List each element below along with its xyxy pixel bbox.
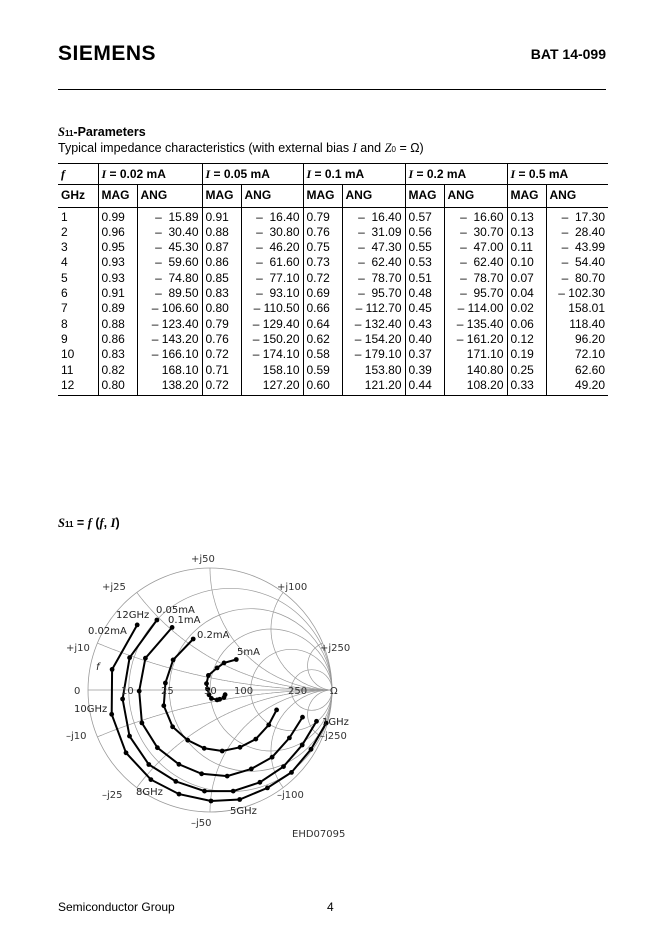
series-point — [209, 799, 214, 804]
mag-cell: 0.11 — [507, 240, 546, 255]
ang-header: ANG — [444, 185, 507, 207]
series-point — [220, 749, 225, 754]
ang-cell: – 61.60 — [241, 255, 303, 270]
ang-cell: – 62.40 — [444, 255, 507, 270]
resistance-label: 50 — [204, 686, 217, 697]
series-point — [274, 708, 279, 713]
chart-title-open: ( — [91, 516, 100, 530]
mag-cell: 0.86 — [202, 255, 241, 270]
ang-cell: – 30.70 — [444, 225, 507, 240]
mag-ang-header-row — [58, 185, 608, 207]
series-point — [140, 721, 145, 726]
ang-cell: – 114.00 — [444, 301, 507, 316]
annotation-label: 0.1mA — [168, 615, 201, 626]
series-point — [127, 655, 132, 660]
ang-cell: – 154.20 — [342, 332, 405, 347]
series-point — [155, 618, 160, 623]
mag-cell: 0.96 — [98, 225, 137, 240]
table-body — [58, 207, 608, 396]
mag-cell: 0.51 — [405, 271, 444, 286]
mag-cell: 0.83 — [98, 347, 137, 362]
ang-cell: – 143.20 — [137, 332, 202, 347]
ang-cell: 96.20 — [546, 332, 608, 347]
reactance-label: –j250 — [320, 731, 347, 742]
ang-cell: – 47.30 — [342, 240, 405, 255]
series-point — [120, 697, 125, 702]
current-value: = 0.05 mA — [210, 167, 270, 181]
mag-cell: 0.07 — [507, 271, 546, 286]
series-point — [281, 764, 286, 769]
mag-header: MAG — [405, 185, 444, 207]
annotation-label: 0.2mA — [197, 630, 230, 641]
mag-cell: 0.99 — [98, 207, 137, 225]
resistance-label: 25 — [161, 686, 174, 697]
series-point — [135, 623, 140, 628]
mag-header: MAG — [202, 185, 241, 207]
ang-cell: 127.20 — [241, 378, 303, 396]
freq-cell: 1 — [61, 209, 68, 224]
series-point — [149, 777, 154, 782]
current-header-3 — [405, 164, 507, 185]
table-row — [58, 286, 608, 301]
freq-cell: 6 — [61, 286, 68, 301]
series-point — [171, 658, 176, 663]
ang-cell: – 132.40 — [342, 317, 405, 332]
series-point — [253, 737, 258, 742]
reactance-label: –j50 — [191, 818, 212, 829]
subtitle-Z: Z — [384, 141, 392, 155]
ang-cell: – 166.10 — [137, 347, 202, 362]
chart-title-f: f — [87, 516, 92, 530]
ang-cell: 158.10 — [241, 363, 303, 378]
ang-cell: – 54.40 — [546, 255, 608, 270]
chart-title-s: S — [58, 516, 65, 530]
table-row — [58, 378, 608, 396]
ang-cell: – 15.89 — [137, 207, 202, 225]
ang-cell: – 106.60 — [137, 301, 202, 316]
series-point — [266, 723, 271, 728]
resistance-label: 100 — [234, 686, 254, 697]
series-point — [238, 745, 243, 750]
mag-cell: 0.87 — [202, 240, 241, 255]
ang-cell: 108.20 — [444, 378, 507, 396]
ang-cell: – 74.80 — [137, 271, 202, 286]
mag-cell: 0.75 — [303, 240, 342, 255]
current-symbol: I — [306, 167, 312, 181]
mag-cell: 0.56 — [405, 225, 444, 240]
annotation-label: 0.02mA — [88, 626, 127, 637]
annotation-label: 5mA — [237, 647, 260, 658]
series-point — [173, 779, 178, 784]
ang-cell: 138.20 — [137, 378, 202, 396]
ang-cell: – 17.30 — [546, 207, 608, 225]
chart-title-sep: , — [103, 516, 111, 530]
current-header-4 — [507, 164, 608, 185]
freq-cell: 9 — [61, 331, 68, 346]
series-point — [258, 780, 263, 785]
ang-cell: – 95.70 — [444, 286, 507, 301]
mag-cell: 0.91 — [98, 286, 137, 301]
current-symbol: I — [101, 167, 107, 181]
subtitle-pre: Typical impedance characteristics (with external bias — [58, 141, 353, 155]
title-s-symbol: S — [58, 125, 65, 139]
table-row — [58, 240, 608, 255]
reactance-label: –j10 — [66, 731, 87, 742]
series-point — [206, 673, 211, 678]
ang-cell: – 59.60 — [137, 255, 202, 270]
chart-title — [58, 516, 120, 531]
mag-cell: 0.19 — [507, 347, 546, 362]
part-number: BAT 14-099 — [530, 46, 606, 62]
ang-cell: – 161.20 — [444, 332, 507, 347]
mag-cell: 0.58 — [303, 347, 342, 362]
series-point — [170, 724, 175, 729]
series-point — [146, 762, 151, 767]
subtitle-mid: and — [356, 141, 385, 155]
section-title — [58, 125, 146, 140]
table-row — [58, 225, 608, 240]
ang-cell: – 46.20 — [241, 240, 303, 255]
ang-cell: 118.40 — [546, 317, 608, 332]
current-value: = 0.1 mA — [311, 167, 365, 181]
annotation-label: 10GHz — [74, 704, 108, 715]
mag-cell: 0.53 — [405, 255, 444, 270]
subtitle-post: = Ω) — [395, 141, 424, 155]
ang-cell: 49.20 — [546, 378, 608, 396]
mag-cell: 0.93 — [98, 255, 137, 270]
mag-header: MAG — [507, 185, 546, 207]
table-row — [58, 301, 608, 316]
ang-cell: – 80.70 — [546, 271, 608, 286]
ang-cell: – 112.70 — [342, 301, 405, 316]
mag-cell: 0.88 — [202, 225, 241, 240]
mag-cell: 0.13 — [507, 225, 546, 240]
series-point — [177, 792, 182, 797]
ang-cell: 140.80 — [444, 363, 507, 378]
ang-cell: – 47.00 — [444, 240, 507, 255]
series-point — [309, 747, 314, 752]
annotation-label: 8GHz — [136, 787, 163, 798]
series-point — [161, 703, 166, 708]
mag-cell: 0.71 — [202, 363, 241, 378]
mag-cell: 0.60 — [303, 378, 342, 396]
mag-header: MAG — [98, 185, 137, 207]
reactance-label: +j100 — [277, 582, 308, 593]
title-s-subscript: 11 — [64, 129, 74, 138]
series-point — [270, 755, 275, 760]
mag-cell: 0.95 — [98, 240, 137, 255]
ang-cell: – 174.10 — [241, 347, 303, 362]
series-point — [215, 698, 220, 703]
freq-cell: 3 — [61, 240, 68, 255]
mag-cell: 0.82 — [98, 363, 137, 378]
siemens-logo: SIEMENS — [58, 42, 157, 65]
title-rest: -Parameters — [73, 125, 146, 139]
reactance-label: +j250 — [320, 643, 351, 654]
mag-cell: 0.72 — [202, 378, 241, 396]
resistance-label: 250 — [288, 686, 308, 697]
f-header: f — [58, 164, 98, 185]
annotation-label: f — [96, 662, 100, 673]
ang-cell: – 150.20 — [241, 332, 303, 347]
current-header-2 — [303, 164, 405, 185]
footer-publisher: Semiconductor Group — [58, 900, 175, 914]
mag-cell: 0.64 — [303, 317, 342, 332]
mag-cell: 0.39 — [405, 363, 444, 378]
mag-cell: 0.10 — [507, 255, 546, 270]
table-row — [58, 332, 608, 347]
table-row — [58, 317, 608, 332]
mag-cell: 0.12 — [507, 332, 546, 347]
current-header-0 — [98, 164, 202, 185]
table-row — [58, 363, 608, 378]
freq-cell: 8 — [61, 316, 68, 331]
smith-chart — [60, 548, 360, 843]
reactance-arc — [271, 592, 332, 690]
mag-cell: 0.13 — [507, 207, 546, 225]
freq-cell: 4 — [61, 255, 68, 270]
mag-cell: 0.93 — [98, 271, 137, 286]
table-row — [58, 255, 608, 270]
ang-cell: – 93.10 — [241, 286, 303, 301]
series-point — [237, 797, 242, 802]
series-point — [222, 695, 227, 700]
current-symbol: I — [408, 167, 414, 181]
mag-cell: 0.89 — [98, 301, 137, 316]
mag-cell: 0.76 — [202, 332, 241, 347]
ang-cell: – 43.99 — [546, 240, 608, 255]
reactance-label: +j10 — [66, 643, 90, 654]
mag-cell: 0.86 — [98, 332, 137, 347]
ang-cell: – 179.10 — [342, 347, 405, 362]
freq-cell: 7 — [61, 301, 68, 316]
series-point — [225, 774, 230, 779]
freq-cell: 12 — [58, 378, 98, 396]
ang-cell: – 62.40 — [342, 255, 405, 270]
chart-title-close: ) — [115, 516, 120, 530]
mag-cell: 0.83 — [202, 286, 241, 301]
series-point — [199, 771, 204, 776]
mag-cell: 0.45 — [405, 301, 444, 316]
resistance-label: Ω — [330, 686, 338, 697]
mag-cell: 0.48 — [405, 286, 444, 301]
ang-cell: – 123.40 — [137, 317, 202, 332]
freq-cell: 2 — [61, 224, 68, 239]
annotation-label: 12GHz — [116, 610, 150, 621]
resistance-label: 10 — [121, 686, 134, 697]
s11-parameter-table — [58, 163, 608, 396]
series-point — [143, 656, 148, 661]
mag-cell: 0.85 — [202, 271, 241, 286]
ang-header: ANG — [546, 185, 608, 207]
series-point — [222, 661, 227, 666]
mag-cell: 0.33 — [507, 378, 546, 396]
mag-cell: 0.55 — [405, 240, 444, 255]
mag-cell: 0.91 — [202, 207, 241, 225]
series-point — [202, 746, 207, 751]
resistance-label: 0 — [74, 686, 81, 697]
series-point — [231, 789, 236, 794]
ang-cell: – 89.50 — [137, 286, 202, 301]
mag-cell: 0.80 — [202, 301, 241, 316]
ang-cell: – 16.40 — [342, 207, 405, 225]
series-point — [124, 750, 129, 755]
ang-cell: 153.80 — [342, 363, 405, 378]
subtitle-I: I — [352, 141, 357, 155]
freq-cell: 5 — [61, 270, 68, 285]
ang-cell: – 110.50 — [241, 301, 303, 316]
series-point — [155, 745, 160, 750]
ang-cell: – 16.60 — [444, 207, 507, 225]
ang-cell: 158.01 — [546, 301, 608, 316]
series-point — [289, 770, 294, 775]
series-point — [137, 689, 142, 694]
ang-cell: – 45.30 — [137, 240, 202, 255]
mag-cell: 0.72 — [303, 271, 342, 286]
mag-cell: 0.76 — [303, 225, 342, 240]
reactance-label: –j100 — [277, 790, 304, 801]
mag-cell: 0.88 — [98, 317, 137, 332]
mag-cell: 0.59 — [303, 363, 342, 378]
mag-cell: 0.37 — [405, 347, 444, 362]
ang-header: ANG — [342, 185, 405, 207]
mag-cell: 0.40 — [405, 332, 444, 347]
annotation-label: 5GHz — [230, 806, 257, 817]
ang-cell: – 78.70 — [444, 271, 507, 286]
ang-cell: – 30.80 — [241, 225, 303, 240]
mag-cell: 0.69 — [303, 286, 342, 301]
smith-curves — [109, 618, 328, 804]
mag-cell: 0.25 — [507, 363, 546, 378]
ang-cell: – 16.40 — [241, 207, 303, 225]
chart-title-arg-i: I — [110, 516, 116, 530]
current-value: = 0.2 mA — [413, 167, 467, 181]
series-point — [110, 667, 115, 672]
table-row — [58, 347, 608, 362]
ang-cell: – 135.40 — [444, 317, 507, 332]
mag-header: MAG — [303, 185, 342, 207]
mag-cell: 0.57 — [405, 207, 444, 225]
ang-cell: – 95.70 — [342, 286, 405, 301]
mag-cell: 0.80 — [98, 378, 137, 396]
ang-cell: 72.10 — [546, 347, 608, 362]
chart-title-sub: 11 — [64, 520, 74, 529]
section-subtitle — [58, 141, 424, 156]
mag-cell: 0.44 — [405, 378, 444, 396]
ang-cell: – 102.30 — [546, 286, 608, 301]
ang-cell: 62.60 — [546, 363, 608, 378]
mag-cell: 0.04 — [507, 286, 546, 301]
current-symbol: I — [205, 167, 211, 181]
ang-cell: 171.10 — [444, 347, 507, 362]
ang-cell: 168.10 — [137, 363, 202, 378]
ang-cell: – 31.09 — [342, 225, 405, 240]
reactance-label: –j25 — [102, 790, 123, 801]
drawing-code: EHD07095 — [292, 829, 346, 840]
mag-cell: 0.79 — [202, 317, 241, 332]
unit-header: GHz — [58, 185, 98, 207]
reactance-label: +j50 — [191, 554, 215, 565]
table-row — [58, 271, 608, 286]
series-point — [163, 681, 168, 686]
mag-cell: 0.43 — [405, 317, 444, 332]
mag-cell: 0.06 — [507, 317, 546, 332]
current-symbol: I — [510, 167, 516, 181]
mag-cell: 0.66 — [303, 301, 342, 316]
series-point — [191, 637, 196, 642]
series-point — [185, 738, 190, 743]
ang-header: ANG — [241, 185, 303, 207]
annotation-label: 0.05mA — [156, 605, 195, 616]
series-point — [287, 736, 292, 741]
current-value: = 0.5 mA — [515, 167, 569, 181]
series-point — [300, 715, 305, 720]
subtitle-Z-sub: 0 — [391, 145, 396, 154]
current-header-row — [58, 164, 608, 185]
table-row — [58, 207, 608, 225]
ang-cell: – 129.40 — [241, 317, 303, 332]
page-number: 4 — [327, 900, 334, 914]
mag-cell: 0.73 — [303, 255, 342, 270]
ang-cell: – 77.10 — [241, 271, 303, 286]
ang-cell: – 30.40 — [137, 225, 202, 240]
series-point — [300, 743, 305, 748]
chart-title-arg-f: f — [99, 516, 104, 530]
mag-cell: 0.72 — [202, 347, 241, 362]
reactance-label: +j25 — [102, 582, 126, 593]
series-point — [109, 712, 114, 717]
mag-cell: 0.02 — [507, 301, 546, 316]
freq-cell: 10 — [61, 347, 75, 362]
ang-cell: 121.20 — [342, 378, 405, 396]
annotation-label: 1GHz — [322, 717, 349, 728]
current-header-1 — [202, 164, 303, 185]
header-divider — [58, 89, 606, 90]
current-value: = 0.02 mA — [106, 167, 166, 181]
ang-header: ANG — [137, 185, 202, 207]
series-point — [265, 786, 270, 791]
ang-cell: – 78.70 — [342, 271, 405, 286]
series-point — [177, 762, 182, 767]
mag-cell: 0.62 — [303, 332, 342, 347]
ang-cell: – 28.40 — [546, 225, 608, 240]
chart-title-eq: = — [73, 516, 88, 530]
series-point — [127, 734, 132, 739]
series-point — [215, 666, 220, 671]
series-point — [314, 719, 319, 724]
series-point — [202, 789, 207, 794]
series-point — [249, 767, 254, 772]
freq-cell: 11 — [61, 362, 74, 377]
mag-cell: 0.79 — [303, 207, 342, 225]
